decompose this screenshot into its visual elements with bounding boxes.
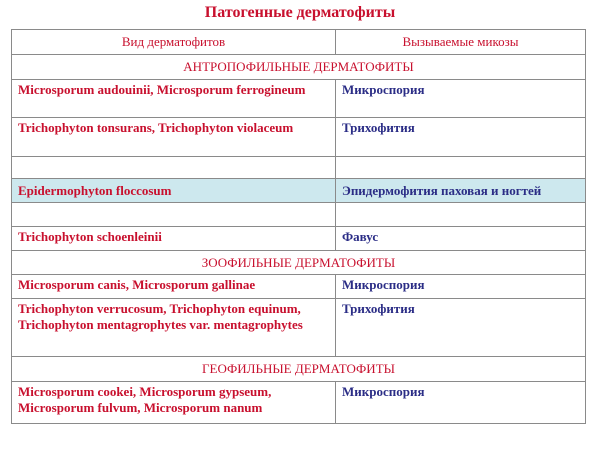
- disease-cell: [336, 203, 586, 227]
- header-species: Вид дерматофитов: [12, 30, 336, 55]
- species-cell: [12, 203, 336, 227]
- section-anthropophilic: АНТРОПОФИЛЬНЫЕ ДЕРМАТОФИТЫ: [12, 55, 586, 80]
- table-row: [12, 275, 586, 299]
- disease-cell: Микроспория: [336, 275, 586, 299]
- table-row: [12, 80, 586, 118]
- section-zoophilic: ЗООФИЛЬНЫЕ ДЕРМАТОФИТЫ: [12, 251, 586, 275]
- disease-cell: Микроспория: [336, 382, 586, 424]
- page-title: Патогенные дерматофиты: [204, 4, 396, 21]
- species-cell: Trichophyton tonsurans, Trichophyton violaceum: [12, 118, 336, 157]
- table-row: [12, 382, 586, 424]
- section-row-anthropophilic: [12, 55, 586, 80]
- table-row: [12, 227, 586, 251]
- species-cell: Trichophyton schoenleinii: [12, 227, 336, 251]
- dermatophytes-table: [11, 29, 586, 424]
- disease-cell: Фавус: [336, 227, 586, 251]
- section-geophilic: ГЕОФИЛЬНЫЕ ДЕРМАТОФИТЫ: [12, 357, 586, 382]
- table-row-empty: [12, 203, 586, 227]
- species-cell: Microsporum cookei, Microsporum gypseum, Microsporum fulvum, Microsporum nanum: [12, 382, 336, 424]
- table-row: [12, 299, 586, 357]
- disease-cell: Микроспория: [336, 80, 586, 118]
- disease-cell: Трихофития: [336, 299, 586, 357]
- species-cell: Microsporum audouinii, Microsporum ferrogineum: [12, 80, 336, 118]
- species-cell: Trichophyton verrucosum, Trichophyton equinum, Trichophyton mentagrophytes var. mentagrophytes: [12, 299, 336, 357]
- table-row-empty: [12, 157, 586, 179]
- species-cell: Epidermophyton floccosum: [12, 179, 336, 203]
- species-cell: Microsporum canis, Microsporum gallinae: [12, 275, 336, 299]
- disease-cell: Эпидермофития паховая и ногтей: [336, 179, 586, 203]
- disease-cell: Трихофития: [336, 118, 586, 157]
- section-row-geophilic: [12, 357, 586, 382]
- header-disease: Вызываемые микозы: [336, 30, 586, 55]
- section-row-zoophilic: [12, 251, 586, 275]
- disease-cell: [336, 157, 586, 179]
- table-row: [12, 118, 586, 157]
- table-header-row: [12, 30, 586, 55]
- table-row-highlighted: [12, 179, 586, 203]
- species-cell: [12, 157, 336, 179]
